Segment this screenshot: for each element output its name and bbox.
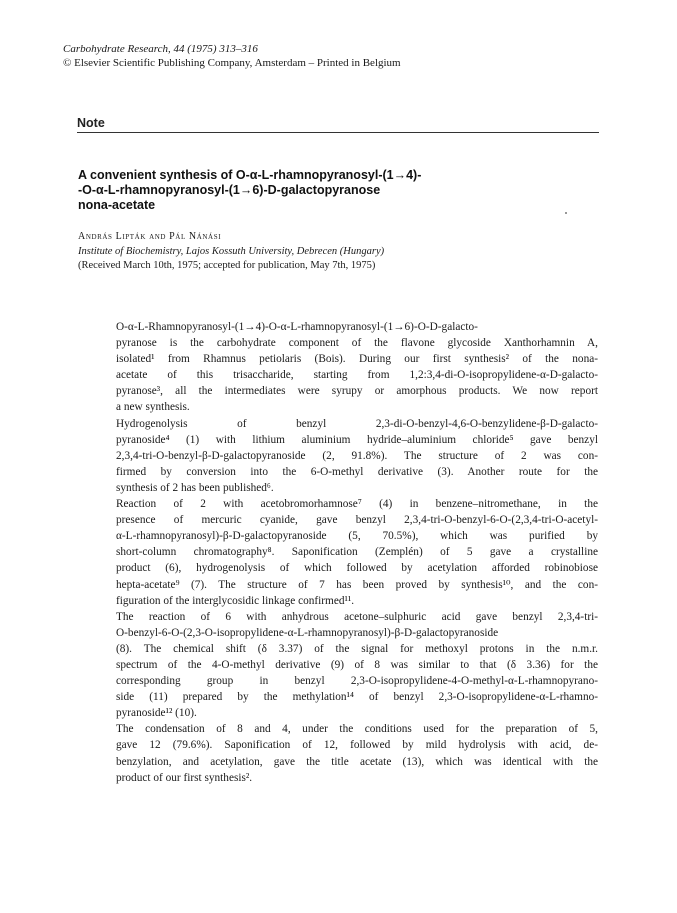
body-line: benzylation, and acetylation, gave the title acetate (13), which was identical with the — [116, 755, 598, 768]
body-line: α-L-rhamnopyranosyl)-β-D-galactopyranoside (5, 70.5%), which was purified by — [116, 530, 598, 543]
body-line: side (11) prepared by the methylation¹⁴ of benzyl 2,3-O-isopropylidene-α-L-rhamno- — [116, 691, 598, 704]
article-body — [78, 319, 598, 786]
journal-citation: Carbohydrate Research, 44 (1975) 313–316 — [63, 43, 258, 55]
title-line: A convenient synthesis of O-α-L-rhamnopyranosyl-(1→4)- — [78, 168, 422, 182]
journal-header — [63, 42, 401, 70]
body-line: short-column chromatography⁸. Saponification (Zemplén) of 5 gave a crystalline — [116, 546, 598, 559]
body-line: gave 12 (79.6%). Saponification of 12, followed by mild hydrolysis with acid, de- — [116, 739, 598, 752]
body-line: pyranoside⁴ (1) with lithium aluminium hydride–aluminium chloride⁵ gave benzyl — [116, 433, 598, 446]
publisher-line: © Elsevier Scientific Publishing Company, Amsterdam – Printed in Belgium — [63, 57, 401, 69]
received-dates: (Received March 10th, 1975; accepted for publication, May 7th, 1975) — [78, 260, 376, 271]
stray-mark — [565, 212, 567, 214]
body-line: 2,3,4-tri-O-benzyl-β-D-galactopyranoside (2, 91.8%). The structure of 2 was con- — [116, 449, 598, 462]
body-line: product of our first synthesis². — [116, 771, 253, 784]
body-line: The condensation of 8 and 4, under the conditions used for the preparation of 5, — [116, 723, 598, 736]
body-line: O-benzyl-6-O-(2,3-O-isopropylidene-α-L-rhamnopyranosyl)-β-D-galactopyranoside — [116, 626, 499, 639]
body-line: pyranose³, all the intermediates were syrupy or amorphous products. We now report — [116, 385, 598, 398]
paragraph — [78, 609, 598, 722]
paragraph — [78, 416, 598, 496]
body-line: Reaction of 2 with acetobromorhamnose⁷ (4) in benzene–nitromethane, in the — [116, 498, 598, 511]
body-line: O-α-L-Rhamnopyranosyl-(1→4)-O-α-L-rhamnopyranosyl-(1→6)-O-D-galacto- — [116, 321, 478, 333]
body-line: acetate of this trisaccharide, starting from 1,2:3,4-di-O-isopropylidene-α-D-galacto- — [116, 369, 598, 382]
authors: András Lipták and Pál Nánási — [78, 231, 222, 242]
body-line: presence of mercuric cyanide, gave benzyl 2,3,4-tri-O-benzyl-6-O-(2,3,4-tri-O-acetyl- — [116, 514, 598, 527]
body-line: The reaction of 6 with anhydrous acetone–sulphuric acid gave benzyl 2,3,4-tri- — [116, 610, 598, 623]
body-line: a new synthesis. — [116, 401, 190, 414]
affiliation-block — [78, 245, 384, 273]
title-line: nona-acetate — [78, 198, 156, 212]
paragraph — [78, 496, 598, 609]
body-line: corresponding group in benzyl 2,3-O-isopropylidene-4-O-methyl-α-L-rhamnopyrano- — [116, 675, 598, 688]
paragraph — [78, 319, 598, 416]
title-line: -O-α-L-rhamnopyranosyl-(1→6)-D-galactopyranose — [78, 183, 381, 197]
body-line: (8). The chemical shift (δ 3.37) of the signal for methoxyl protons in the n.m.r. — [116, 642, 598, 655]
body-line: firmed by conversion into the 6-O-methyl derivative (3). Another route for the — [116, 465, 598, 478]
paragraph — [78, 721, 598, 785]
body-line: synthesis of 2 has been published⁶. — [116, 481, 274, 494]
affiliation: Institute of Biochemistry, Lajos Kossuth University, Debrecen (Hungary) — [78, 246, 385, 257]
body-line: product (6), hydrogenolysis of which followed by acetylation afforded robinobiose — [116, 562, 598, 575]
body-line: figuration of the interglycosidic linkage confirmed¹¹. — [116, 594, 355, 607]
body-line: spectrum of the 4-O-methyl derivative (9) of 8 was similar to that (δ 3.36) for the — [116, 658, 598, 671]
section-label: Note — [77, 116, 105, 130]
section-rule — [77, 132, 599, 133]
body-line: pyranose is the carbohydrate component of the flavone glycoside Xanthorhamnin A, — [116, 337, 598, 350]
body-line: pyranoside¹² (10). — [116, 707, 197, 720]
body-line: Hydrogenolysis of benzyl 2,3-di-O-benzyl-4,6-O-benzylidene-β-D-galacto- — [116, 417, 598, 430]
body-line: hepta-acetate⁹ (7). The structure of 7 has been proved by synthesis¹⁰, and the con- — [116, 578, 598, 591]
article-title — [78, 168, 578, 213]
body-line: isolated¹ from Rhamnus petiolaris (Bois). During our first synthesis² of the nona- — [116, 353, 598, 366]
